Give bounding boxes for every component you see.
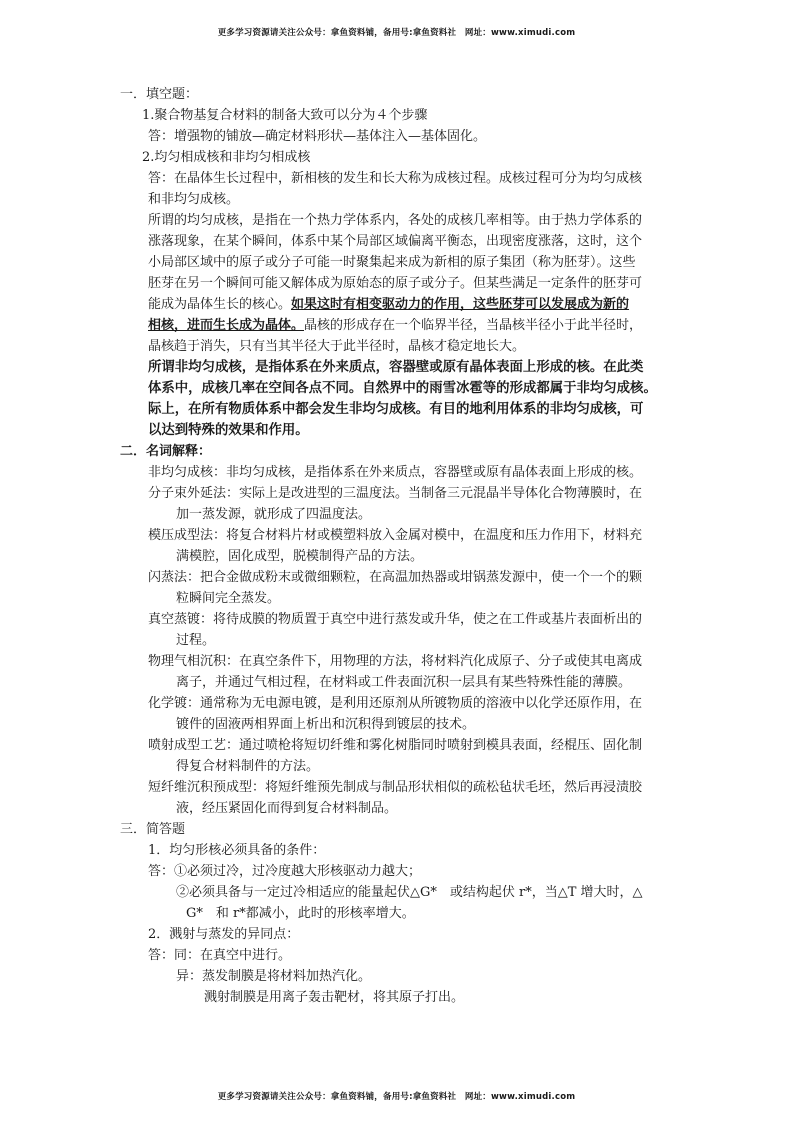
section-1-title: 一．填空题： xyxy=(120,87,199,102)
short-question-1: 1．均匀形核必须具备的条件： xyxy=(148,843,326,858)
definition-line: 喷射成型工艺：通过喷枪将短切纤维和雾化树脂同时喷射到模具表面，经棍压、固化制 xyxy=(148,738,643,753)
text-run: 晶核的形成存在一个临界半径，当晶核半径小于此半径时， xyxy=(304,318,643,333)
short-answer-line: G* 和 r*都减小，此时的形核率增大。 xyxy=(186,906,415,921)
bold-paragraph-line: 所谓非均匀成核，是指体系在外来质点，容器壁或原有晶体表面上形成的核。在此类 xyxy=(148,359,644,375)
definition-line: 液，经压紧固化而得到复合材料制品。 xyxy=(176,801,398,816)
question-1: 1.聚合物基复合材料的制备大致可以分为４个步骤 xyxy=(142,108,428,123)
answer-2-line: 胚芽在另一个瞬间可能又解体成为原始态的原子或分子。但某些满足一定条件的胚芽可 xyxy=(148,276,643,291)
answer-2-line: 和非均匀成核。 xyxy=(148,192,240,207)
definition-line: 化学镀：通常称为无电源电镀，是利用还原剂从所镀物质的溶液中以化学还原作用，在 xyxy=(148,696,643,711)
answer-2-line: 所谓的均匀成核，是指在一个热力学体系内，各处的成核几率相等。由于热力学体系的 xyxy=(148,213,643,228)
definition-line: 闪蒸法：把合金做成粉末或微细颗粒，在高温加热器或坩锅蒸发源中，使一个一个的颗 xyxy=(148,570,643,585)
definition-line: 粒瞬间完全蒸发。 xyxy=(176,591,281,606)
question-2: 2.均匀相成核和非均匀相成核 xyxy=(142,150,311,165)
definition-line: 离子，并通过气相过程，在材料或工件表面沉积一层具有某些特殊性能的薄膜。 xyxy=(176,675,632,690)
answer-1: 答：增强物的铺放—确定材料形状—基体注入—基体固化。 xyxy=(148,129,487,144)
answer-2-line: 小局部区域中的原子或分子可能一时聚集起来成为新相的原子集团（称为胚芽）。这些 xyxy=(148,255,636,270)
definition-line: 非均匀成核：非均匀成核，是指体系在外来质点，容器壁或原有晶体表面上形成的核。 xyxy=(148,465,643,480)
bold-paragraph-line: 际上，在所有物质体系中都会发生非均匀成核。有目的地利用体系的非均匀成核，可 xyxy=(148,401,644,417)
definition-line: 加一蒸发源，就形成了四温度法。 xyxy=(176,507,372,522)
definition-line: 真空蒸镀：将待成膜的物质置于真空中进行蒸发或升华，使之在工件或基片表面析出的 xyxy=(148,612,643,627)
emphasized-text: 如果这时有相变驱动力的作用，这些胚芽可以发展成为新的 xyxy=(291,297,630,312)
definition-line: 得复合材料制件的方法。 xyxy=(176,759,320,774)
short-answer-line: 溅射制膜是用离子轰击靶材，将其原子打出。 xyxy=(204,990,465,1005)
answer-2-line: 晶核趋于消失，只有当其半径大于此半径时，晶核才稳定地长大。 xyxy=(148,339,526,354)
bold-paragraph-line: 以达到特殊的效果和作用。 xyxy=(148,422,309,438)
short-answer-line: 答：①必须过冷，过冷度越大形核驱动力越大； xyxy=(148,864,422,879)
definition-line: 镀件的固液两相界面上析出和沉积得到镀层的技术。 xyxy=(176,717,476,732)
short-answer-line: 答：同：在真空中进行。 xyxy=(148,948,292,963)
definition-line: 分子束外延法：实际上是改进型的三温度法。当制备三元混晶半导体化合物薄膜时，在 xyxy=(148,486,643,501)
definition-line: 模压成型法：将复合材料片材或模塑料放入金属对模中，在温度和压力作用下，材料充 xyxy=(148,528,643,543)
bold-paragraph-line: 体系中，成核几率在空间各点不同。自然界中的雨雪冰雹等的形成都属于非均匀成核。 xyxy=(148,380,657,396)
section-2-title: 二．名词解释： xyxy=(120,444,212,459)
short-answer-line: ②必须具备与一定过冷相适应的能量起伏△G* 或结构起伏 r*，当△T 增大时，△ xyxy=(176,885,643,900)
text-run: 能成为晶体生长的核心。 xyxy=(148,297,292,312)
answer-2-line xyxy=(148,294,629,315)
answer-2-line: 涨落现象，在某个瞬间，体系中某个局部区域偏离平衡态，出现密度涨落，这时，这个 xyxy=(148,234,643,249)
definition-line: 过程。 xyxy=(176,633,216,648)
definition-line: 满模腔，固化成型，脱模制得产品的方法。 xyxy=(176,549,424,564)
answer-2-line: 答：在晶体生长过程中，新相核的发生和长大称为成核过程。成核过程可分为均匀成核 xyxy=(148,171,643,186)
section-3-title: 三．简答题 xyxy=(120,822,186,837)
definition-line: 物理气相沉积：在真空条件下，用物理的方法，将材料汽化成原子、分子或使其电离成 xyxy=(148,654,643,669)
definition-line: 短纤维沉积预成型：将短纤维预先制成与制品形状相似的疏松毡状毛坯，然后再浸渍胶 xyxy=(148,780,643,795)
emphasized-text: 相核，进而生长成为晶体。 xyxy=(148,318,305,333)
short-question-2: 2．溅射与蒸发的异同点： xyxy=(148,927,300,942)
answer-2-line xyxy=(148,315,642,336)
page-header: 更多学习资源请关注公众号：拿鱼资料铺，备用号:拿鱼资料社 网址：www.ximudi.com xyxy=(217,28,576,38)
short-answer-line: 异：蒸发制膜是将材料加热汽化。 xyxy=(176,969,372,984)
page-footer: 更多学习资源请关注公众号：拿鱼资料铺，备用号:拿鱼资料社 网址：www.ximudi.com xyxy=(217,1092,576,1102)
